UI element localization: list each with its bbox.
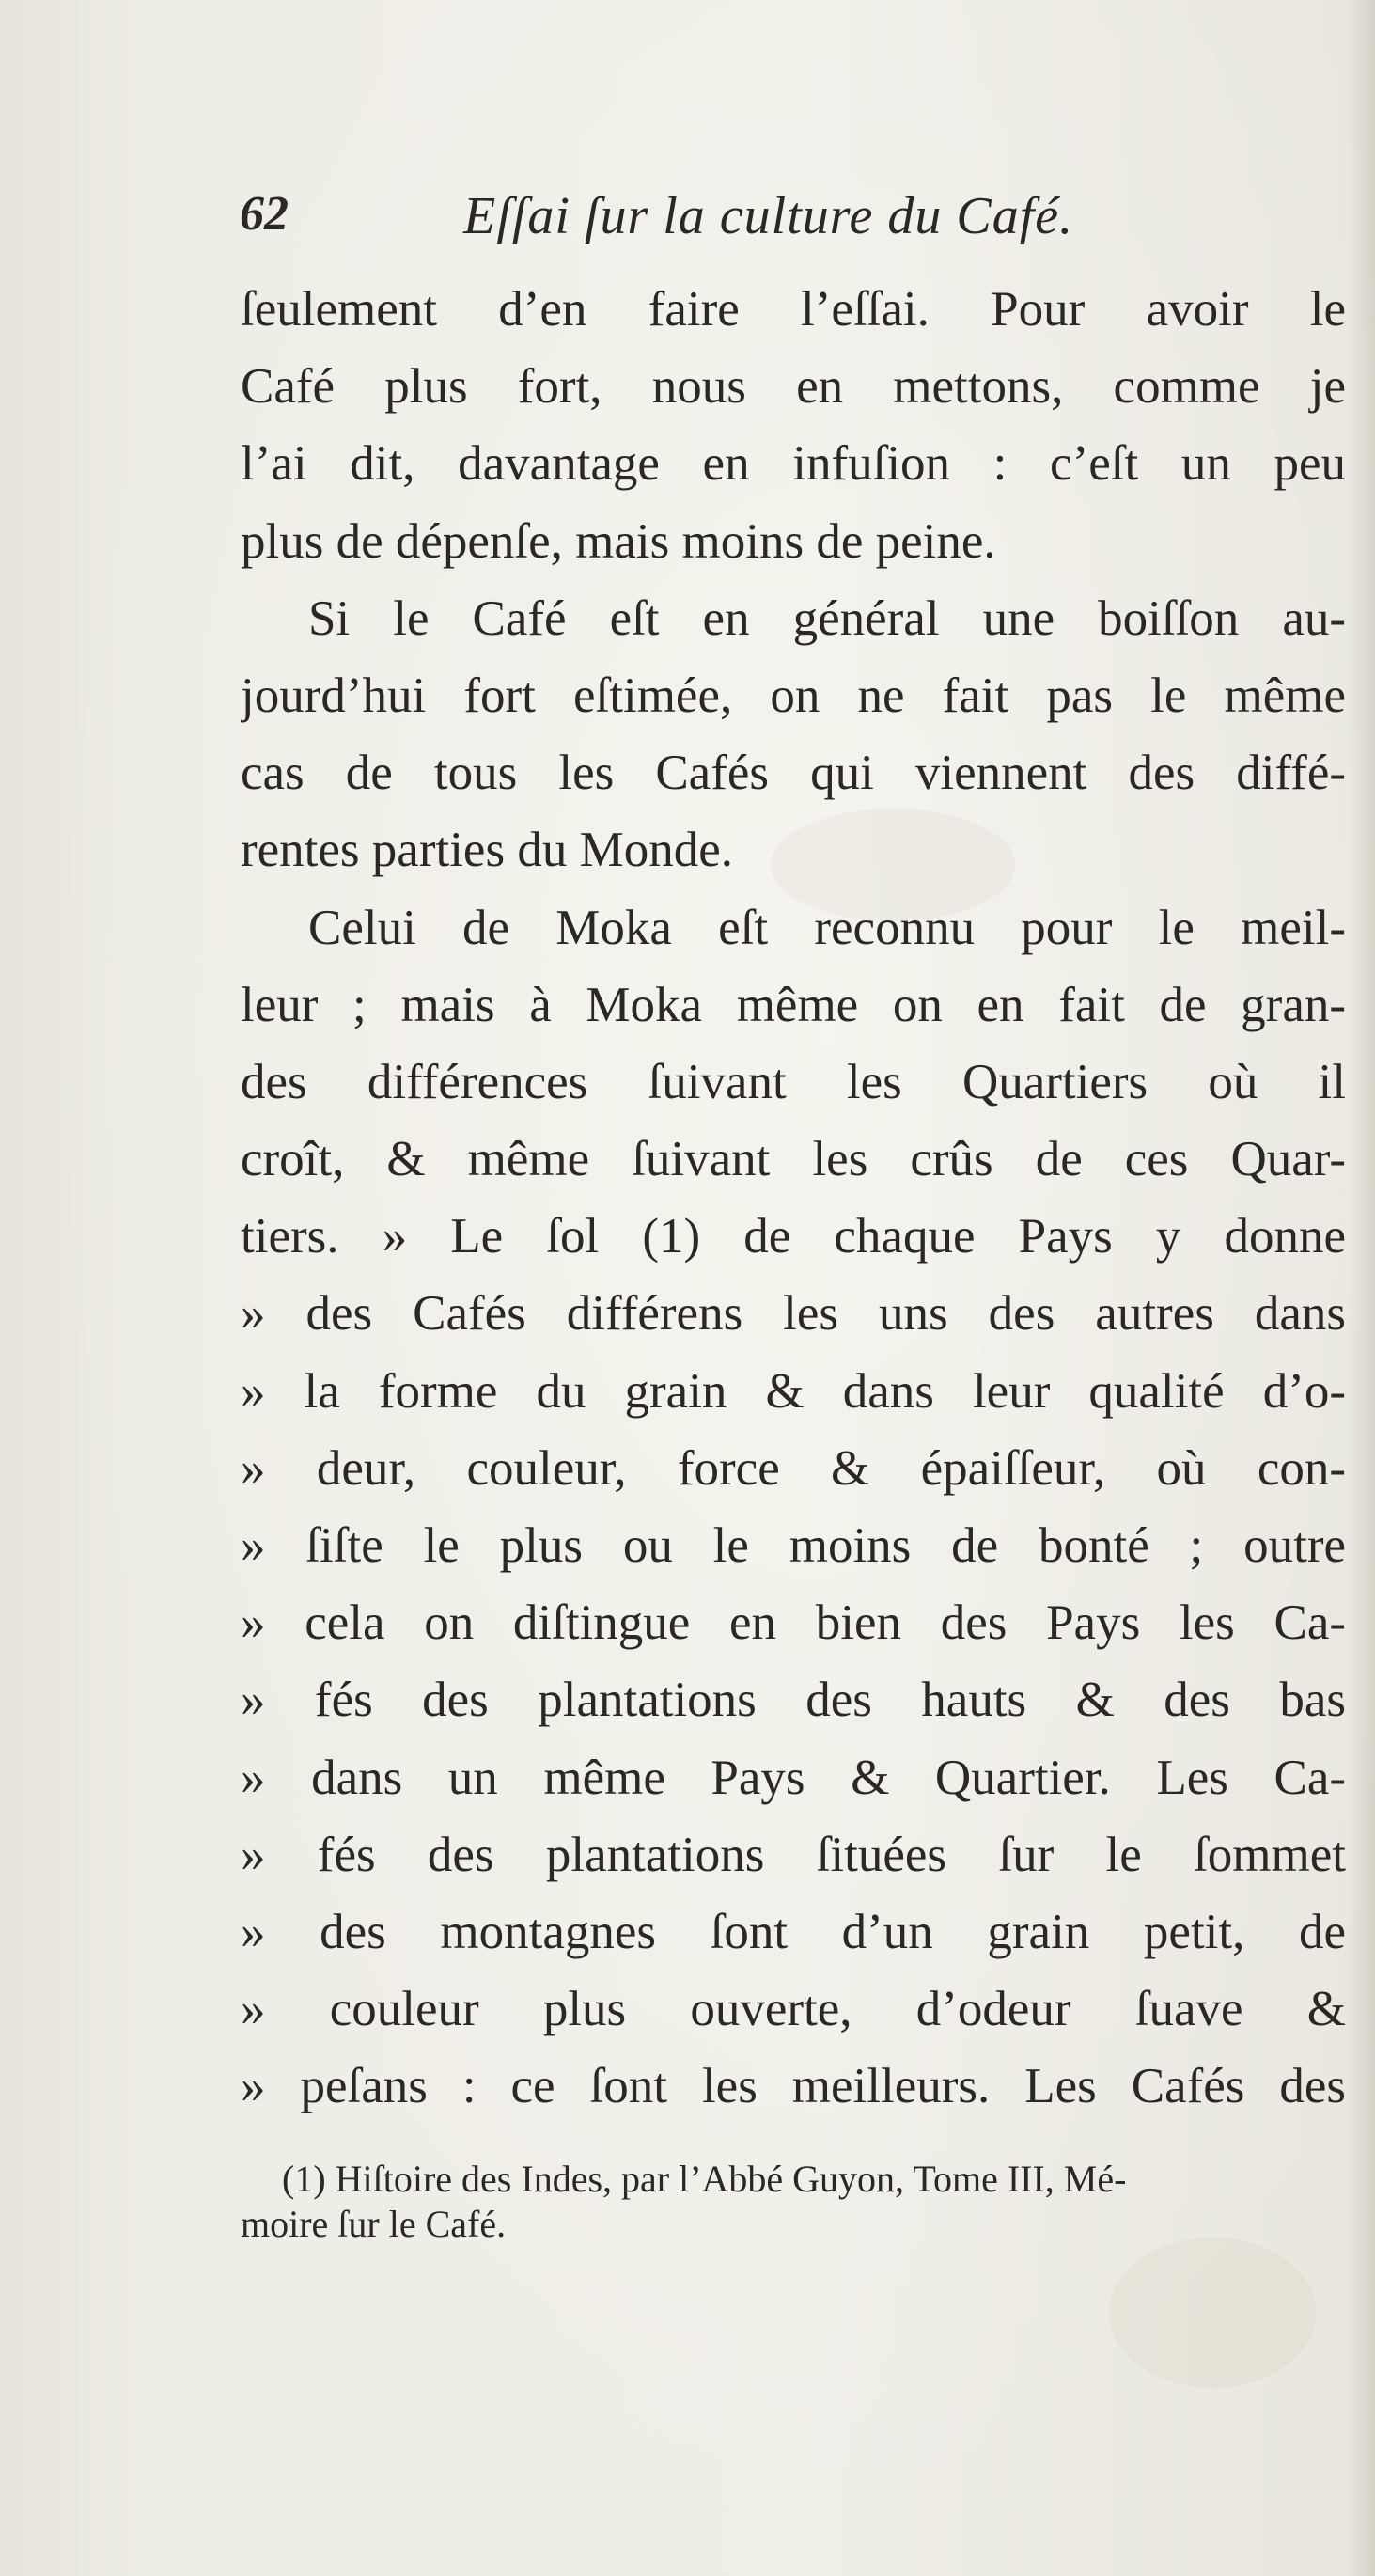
text-line: croît, & même ſuivant les crûs de ces Quar- <box>241 1132 1346 1187</box>
paragraph-first-line: Si le Café eſt en général une boiſſon au- <box>308 590 1346 646</box>
quoted-line: » des montagnes ſont d’un grain petit, de <box>241 1904 1346 1959</box>
quoted-line: » couleur plus ouverte, d’odeur ſuave & <box>241 1982 1346 2037</box>
paragraph-first-line: Celui de Moka eſt reconnu pour le meil- <box>308 900 1346 955</box>
page-number: 62 <box>240 187 289 241</box>
page-header <box>240 186 1367 252</box>
text-line: plus de dépenſe, mais moins de peine. <box>241 513 996 569</box>
main-text <box>241 271 1346 2126</box>
running-title: Eſſai ſur la culture du Café. <box>463 187 1074 245</box>
quoted-line: » fés des plantations des hauts & des bas <box>241 1673 1346 1728</box>
quoted-line: » peſans : ce ſont les meilleurs. Les Cafés des <box>241 2059 1346 2114</box>
text-line: Café plus fort, nous en mettons, comme je <box>241 359 1346 415</box>
quoted-line: » la forme du grain & dans leur qualité d’o- <box>241 1363 1346 1419</box>
text-line: des différences ſuivant les Quartiers où il <box>241 1054 1346 1109</box>
page-edge-shadow <box>1347 0 1375 2576</box>
quoted-line: » fés des plantations ſituées ſur le ſommet <box>241 1827 1346 1882</box>
text-line: ſeulement d’en faire l’eſſai. Pour avoir le <box>241 282 1346 337</box>
footnote <box>241 2157 1344 2247</box>
quoted-line: » des Cafés différens les uns des autres dans <box>241 1286 1346 1342</box>
quoted-line: » dans un même Pays & Quartier. Les Ca- <box>241 1750 1346 1805</box>
quoted-line: » cela on diſtingue en bien des Pays les Ca- <box>241 1595 1346 1651</box>
footnote-line: moire ſur le Café. <box>241 2203 507 2245</box>
text-line: rentes parties du Monde. <box>241 823 733 878</box>
paper-stain <box>1109 2238 1316 2388</box>
text-line: jourd’hui fort eſtimée, on ne fait pas le même <box>241 668 1346 723</box>
quoted-line: » deur, couleur, force & épaiſſeur, où con- <box>241 1440 1346 1496</box>
footnote-line: (1) Hiſtoire des Indes, par l’Abbé Guyon, Tome III, Mé- <box>282 2158 1127 2200</box>
text-line: l’ai dit, davantage en infuſion : c’eſt un peu <box>241 436 1346 492</box>
text-line: tiers. » Le ſol (1) de chaque Pays y donne <box>241 1209 1346 1264</box>
text-line: leur ; mais à Moka même on en fait de gran- <box>241 977 1346 1032</box>
text-line: cas de tous les Cafés qui viennent des diffé- <box>241 746 1346 801</box>
quoted-line: » ſiſte le plus ou le moins de bonté ; outre <box>241 1518 1346 1573</box>
